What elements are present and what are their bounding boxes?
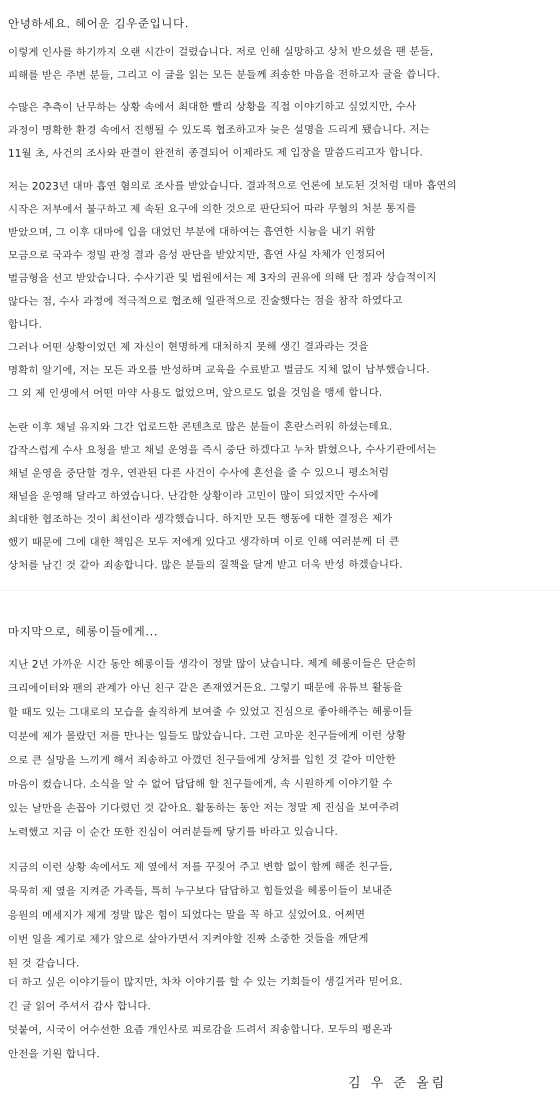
letter-signature: 김 우 준 올림 <box>348 1076 448 1091</box>
letter-line: 채널을 운영해 달라고 하였습니다. 난감한 상황이라 고민이 많이 되었지만 수사에 <box>7 489 379 503</box>
letter-line: 크리에이터와 팬의 관계가 아닌 친구 같은 존재였거든요. 그렇기 때문에 유튜브 활동을 <box>7 681 403 695</box>
letter-line: 이번 일을 계기로 제가 앞으로 살아가면서 지켜야할 진짜 소중한 것들을 깨닫게 <box>7 932 369 946</box>
letter-line: 묵묵히 제 옆을 지켜준 가족들, 특히 누구보다 답답하고 힘들었을 헤롱이들이 보내준 <box>7 884 393 898</box>
letter-line: 응원의 메세지가 제게 정말 많은 힘이 되었다는 말을 꼭 하고 싶었어요. 어쩌면 <box>7 908 366 922</box>
letter-line: 그 외 제 인생에서 어떤 마약 사용도 없었으며, 앞으로도 없을 것임을 맹세 합니다. <box>7 386 383 400</box>
letter-line: 지난 2년 가까운 시간 동안 헤롱이들 생각이 정말 많이 났습니다. 제게 헤롱이들은 단순히 <box>7 657 417 671</box>
letter-line: 받았으며, 그 이후 대마에 입을 대었던 부분에 대하여는 흡연한 시늉을 내기 위함 <box>7 225 376 239</box>
letter-line: 피해를 받은 주변 분들, 그리고 이 글을 읽는 모든 분들께 죄송한 마음을 전하고자 글을 씁니다. <box>7 68 441 82</box>
page-divider <box>0 590 560 591</box>
letter-line: 수많은 추측이 난무하는 상황 속에서 최대한 빨리 상황을 직접 이야기하고 싶었지만, 수사 <box>7 100 417 114</box>
letter-line: 벌금형을 선고 받았습니다. 수사기관 및 법원에서는 제 3자의 권유에 의해 단 정과 상습적이지 <box>7 271 437 285</box>
letter-line: 채널 운영을 중단할 경우, 연관된 다른 사건이 수사에 혼선을 줄 수 있으니 평소처럼 <box>7 466 390 480</box>
letter-line: 했기 때문에 그에 대한 책임은 모두 저에게 있다고 생각하며 이로 인해 여러분께 더 큰 <box>7 535 400 549</box>
letter-line: 최대한 협조하는 것이 최선이라 생각했습니다. 하지만 모든 행동에 대한 결정은 제가 <box>7 512 393 526</box>
letter-line: 긴 글 읽어 주셔서 감사 합니다. <box>7 1000 151 1013</box>
letter-line: 과정이 명확한 환경 속에서 진행될 수 있도록 협조하고자 늦은 설명을 드리게 됐습니다. 저는 <box>7 123 430 137</box>
letter-line: 논란 이후 채널 유지와 그간 업로드한 콘텐츠로 많은 분들이 혼란스러워 하셨는데요. <box>7 420 393 434</box>
letter-line: 덧붙여, 시국이 어수선한 요즘 개인사로 피로감을 드려서 죄송합니다. 모두의 평온과 <box>7 1023 393 1037</box>
letter-line: 된 것 같습니다. <box>7 957 80 970</box>
letter-line: 저는 2023년 대마 흡연 혐의로 조사를 받았습니다. 결과적으로 언론에 보도된 것처럼 대마 흡연의 <box>7 179 457 193</box>
letter-line: 할 때도 있는 그대로의 모습을 솔직하게 보여줄 수 있었고 진심으로 좋아해주는 헤롱이들 <box>7 705 413 719</box>
letter-line: 명확히 알기에, 저는 모든 과오를 반성하며 교육을 수료받고 벌금도 지체 없이 납부했습니다. <box>7 363 430 377</box>
letter-line: 더 하고 싶은 이야기들이 많지만, 차차 이야기를 할 수 있는 기회들이 생길거라 믿어요. <box>7 975 403 989</box>
letter-line: 합니다. <box>7 318 43 331</box>
letter-line: 으로 큰 실망을 느끼게 해서 죄송하고 아꼈던 친구들에게 상처를 입힌 것 같아 미안한 <box>7 753 396 767</box>
letter-line: 있는 날만을 손꼽아 기다렸던 것 같아요. 활동하는 동안 저는 정말 제 진심을 보여주려 <box>7 801 400 815</box>
letter-heading: 마지막으로, 헤롱이들에게... <box>7 624 159 639</box>
letter-line: 상처를 남긴 것 같아 죄송합니다. 많은 분들의 질책을 달게 받고 더욱 반성 하겠습니다. <box>7 558 403 572</box>
letter-line: 11월 초, 사건의 조사와 판결이 완전히 종결되어 이제라도 제 입장을 말씀드리고자 합니다. <box>7 146 423 160</box>
letter-line: 않다는 점, 수사 과정에 적극적으로 협조해 일관적으로 진술했다는 점을 참작 하였다고 <box>7 294 403 308</box>
letter-line: 안전을 기원 합니다. <box>7 1048 100 1061</box>
letter-greeting: 안녕하세요. 헤어운 김우준입니다. <box>7 16 189 31</box>
letter-line: 시작은 저부에서 불구하고 제 속된 요구에 의한 것으로 판단되어 따라 무혐의 처분 통지를 <box>7 202 417 216</box>
letter-line: 지금의 이런 상황 속에서도 제 옆에서 저를 꾸짖어 주고 변함 없이 함께 해준 친구들, <box>7 860 393 874</box>
letter-line: 모금으로 국과수 정밀 판정 결과 음성 판단을 받았지만, 흡연 사실 자체가 인정되어 <box>7 248 386 262</box>
letter-line: 노력했고 지금 이 순간 또한 진심이 여러분들께 닿기를 바라고 있습니다. <box>7 825 338 839</box>
letter-line: 덕분에 제가 몰랐던 저를 만나는 일들도 많았습니다. 그런 고마운 친구들에게 이런 상황 <box>7 729 407 743</box>
letter-line: 이렇게 인사를 하기까지 오랜 시간이 걸렸습니다. 저로 인해 실망하고 상처 받으셨을 팬 분들, <box>7 45 434 59</box>
letter-line: 그러나 어떤 상황이었던 제 자신이 현명하게 대처하지 못해 생긴 결과라는 것을 <box>7 340 369 354</box>
letter-line: 갑작스럽게 수사 요청을 받고 채널 운영을 즉시 중단 하겠다고 누차 밝혔으나, 수사기관에서는 <box>7 443 437 457</box>
letter-line: 마음이 컸습니다. 소식을 알 수 없어 답답해 할 친구들에게, 속 시원하게 이야기할 수 <box>7 777 393 791</box>
